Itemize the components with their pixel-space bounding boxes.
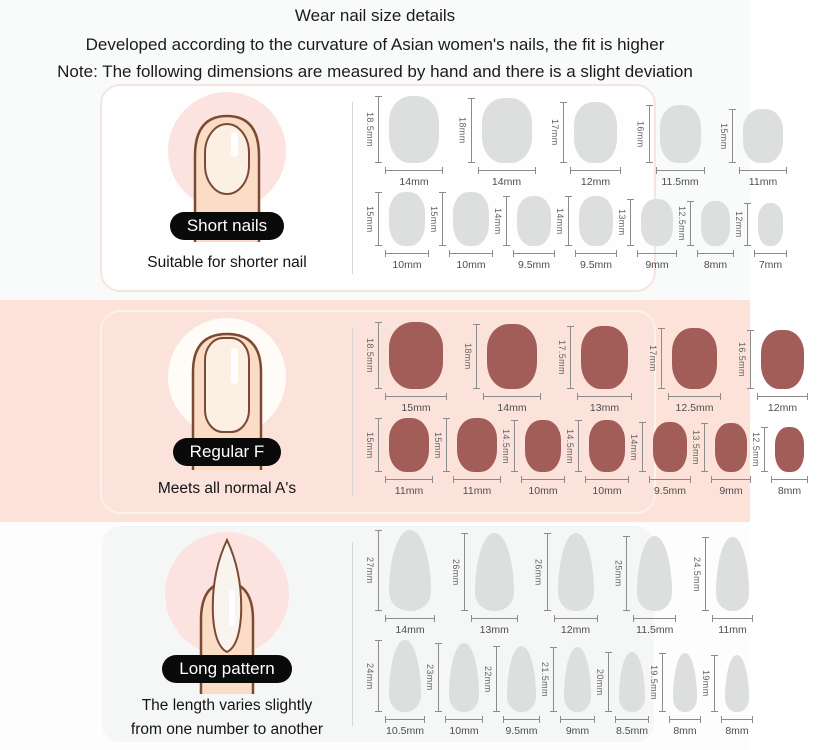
width-label: 10mm: [592, 485, 622, 497]
nail-size-group: [648, 328, 721, 414]
measure-line: [550, 647, 558, 712]
width-label: 15mm: [401, 402, 431, 414]
nail-swatch: [453, 192, 489, 246]
short-nails-badge: Short nails: [170, 212, 284, 240]
measure-line: [639, 422, 647, 472]
height-label: 15mm: [719, 122, 729, 150]
width-label: 8.5mm: [615, 725, 649, 737]
measure-line: [747, 330, 755, 389]
width-measure: [577, 392, 632, 401]
height-label: 17mm: [648, 345, 658, 372]
nail-swatch: [653, 422, 687, 472]
height-measure: [737, 330, 755, 389]
size-row: [365, 530, 753, 636]
width-label: 12.5mm: [675, 402, 714, 414]
width-label: 12mm: [560, 624, 591, 636]
width-measure: [633, 614, 676, 623]
width-measure: [575, 249, 617, 258]
height-label: 20mm: [595, 668, 605, 696]
width-label: 11mm: [394, 485, 424, 497]
measure-line: [468, 98, 476, 163]
nail-swatch: [475, 533, 514, 611]
nail-size-group: [677, 201, 734, 271]
height-measure: [493, 196, 511, 246]
nail-swatch: [660, 105, 701, 163]
nail-size-group: [540, 647, 595, 737]
height-label: 25mm: [613, 560, 624, 587]
nail-size-group: [629, 422, 691, 497]
measure-line: [729, 109, 737, 163]
height-label: 23mm: [425, 664, 435, 691]
height-measure: [365, 640, 383, 712]
measure-line: [503, 196, 511, 246]
nail-size-group: [493, 196, 555, 271]
measure-line: [605, 652, 613, 712]
nail-swatch: [775, 427, 804, 472]
width-label: 13mm: [589, 402, 620, 414]
height-label: 13mm: [617, 209, 627, 236]
height-measure: [617, 199, 635, 246]
height-measure: [692, 537, 710, 611]
width-label: 14mm: [491, 176, 522, 188]
width-measure: [385, 614, 435, 623]
nail-size-group: [463, 324, 541, 414]
measure-line: [623, 536, 631, 611]
nail-size-group: [734, 203, 787, 271]
size-row: [365, 322, 808, 414]
width-label: 10mm: [528, 485, 558, 497]
height-measure: [629, 422, 647, 472]
measure-line: [627, 199, 635, 246]
width-label: 11mm: [718, 624, 747, 636]
height-label: 22mm: [483, 665, 493, 693]
height-label: 15mm: [365, 431, 375, 459]
width-label: 9.5mm: [653, 485, 687, 497]
width-label: 11.5mm: [636, 624, 674, 636]
measure-line: [702, 537, 710, 611]
measure-line: [375, 640, 383, 712]
height-measure: [365, 322, 383, 389]
height-measure: [751, 427, 769, 472]
width-measure: [721, 715, 753, 724]
width-measure: [385, 475, 433, 484]
height-label: 14.5mm: [501, 428, 511, 464]
nail-swatch: [389, 96, 439, 163]
nail-size-group: [365, 96, 443, 188]
measure-line: [461, 533, 469, 611]
width-measure: [478, 166, 536, 175]
page-title: Wear nail size details: [294, 6, 456, 25]
width-measure: [521, 475, 565, 484]
nail-swatch: [564, 647, 591, 712]
short-nails-size-chart: [353, 86, 799, 290]
measure-line: [443, 418, 451, 472]
long-nails-caption: [102, 694, 352, 742]
height-measure: [649, 653, 667, 712]
nail-swatch: [701, 201, 730, 246]
height-label: 26mm: [533, 558, 544, 586]
height-label: 15mm: [429, 205, 439, 233]
measure-line: [375, 192, 383, 246]
nail-swatch: [715, 423, 747, 472]
width-label: 14mm: [399, 176, 429, 188]
nail-swatch: [758, 203, 783, 246]
width-label: 9.5mm: [505, 725, 538, 737]
height-measure: [540, 647, 558, 712]
width-label: 10.5mm: [386, 725, 424, 737]
width-measure: [585, 475, 629, 484]
height-label: 27mm: [365, 557, 375, 584]
width-measure: [570, 166, 621, 175]
nail-size-group: [425, 643, 483, 737]
height-label: 17.5mm: [557, 340, 567, 375]
nail-size-group: [613, 536, 676, 636]
size-row: [365, 640, 753, 737]
measure-line: [560, 102, 568, 163]
measure-line: [493, 646, 501, 712]
height-label: 18mm: [463, 343, 473, 370]
width-label: 7mm: [758, 259, 783, 271]
short-nails-illustration-column: [102, 86, 352, 290]
height-measure: [534, 533, 552, 611]
nail-size-group: [365, 530, 435, 636]
nail-swatch: [672, 328, 717, 389]
width-label: 8mm: [725, 725, 749, 737]
width-measure: [637, 249, 677, 258]
width-label: 9mm: [645, 259, 669, 271]
height-label: 12.5mm: [677, 206, 687, 241]
height-measure: [691, 423, 709, 472]
nail-swatch: [389, 418, 429, 472]
height-measure: [365, 192, 383, 246]
nail-swatch: [619, 652, 645, 712]
nail-swatch: [574, 102, 617, 163]
nail-size-group: [719, 109, 787, 188]
width-measure: [615, 715, 649, 724]
width-label: 11.5mm: [661, 176, 699, 188]
width-label: 8mm: [777, 485, 802, 497]
height-label: 18.5mm: [365, 112, 375, 147]
nail-size-group: [451, 533, 518, 636]
width-measure: [771, 475, 808, 484]
nail-swatch: [389, 530, 431, 611]
width-measure: [385, 392, 447, 401]
nail-size-group: [483, 646, 540, 737]
height-label: 14.5mm: [565, 428, 575, 464]
nail-swatch: [558, 533, 594, 611]
height-measure: [636, 105, 654, 163]
nail-size-group: [555, 196, 617, 271]
height-measure: [719, 109, 737, 163]
height-measure: [550, 102, 568, 163]
nail-swatch: [507, 646, 536, 712]
height-label: 15mm: [433, 431, 443, 459]
nail-size-group: [433, 418, 501, 497]
height-measure: [365, 530, 383, 611]
measure-line: [435, 643, 443, 712]
nail-size-group: [617, 199, 677, 271]
width-label: 11mm: [462, 485, 492, 497]
nail-size-group: [737, 330, 808, 414]
long-nails-badge: Long pattern: [162, 655, 291, 683]
measure-line: [544, 533, 552, 611]
measure-line: [646, 105, 654, 163]
nail-size-group: [557, 326, 632, 414]
nail-swatch: [487, 324, 537, 389]
nail-size-group: [365, 192, 429, 271]
width-measure: [471, 614, 518, 623]
height-label: 12mm: [734, 211, 744, 238]
width-measure: [445, 715, 483, 724]
nail-size-group: [649, 653, 701, 737]
subtitle-text: Developed according to the curvature of Asian women's nails, the fit is higher: [85, 35, 665, 54]
width-measure: [554, 614, 598, 623]
measure-line: [565, 196, 573, 246]
nail-swatch: [525, 420, 561, 472]
width-label: 10mm: [456, 259, 486, 271]
nail-swatch: [743, 109, 783, 163]
nail-swatch: [716, 537, 749, 611]
width-label: 14mm: [497, 402, 527, 414]
nail-swatch: [725, 655, 749, 712]
nail-size-group: [701, 655, 753, 737]
caption-line-2: from one number to another: [130, 720, 324, 738]
nail-swatch: [581, 326, 628, 389]
measure-line: [575, 420, 583, 472]
measure-line: [375, 418, 383, 472]
regular-nails-caption: Meets all normal A's: [157, 480, 297, 497]
measure-line: [567, 326, 575, 389]
measure-line: [701, 423, 709, 472]
width-measure: [560, 715, 595, 724]
height-label: 18mm: [457, 117, 468, 144]
measure-line: [439, 192, 447, 246]
height-label: 19mm: [701, 670, 711, 697]
height-measure: [648, 328, 666, 389]
measure-line: [744, 203, 752, 246]
width-measure: [503, 715, 540, 724]
measure-line: [658, 328, 666, 389]
width-label: 13mm: [479, 624, 509, 636]
measure-line: [659, 653, 667, 712]
width-label: 9.5mm: [517, 259, 551, 271]
short-nails-caption: Suitable for shorter nail: [147, 254, 307, 271]
width-measure: [656, 166, 705, 175]
measure-line: [761, 427, 769, 472]
width-label: 9.5mm: [579, 259, 613, 271]
width-measure: [757, 392, 808, 401]
height-label: 26mm: [450, 558, 461, 586]
nail-size-group: [636, 105, 705, 188]
height-measure: [458, 98, 476, 163]
measure-line: [375, 530, 383, 611]
height-measure: [483, 646, 501, 712]
height-measure: [613, 536, 631, 611]
width-measure: [385, 249, 429, 258]
height-label: 14mm: [629, 433, 639, 461]
height-label: 13.5mm: [691, 430, 701, 465]
width-label: 9mm: [719, 485, 743, 497]
width-label: 12mm: [580, 176, 611, 188]
nail-size-group: [751, 427, 808, 497]
measure-line: [511, 420, 519, 472]
nail-swatch: [589, 420, 625, 472]
height-measure: [555, 196, 573, 246]
size-row: [365, 418, 808, 497]
height-measure: [501, 420, 519, 472]
height-label: 17mm: [550, 119, 560, 146]
nail-swatch: [637, 536, 672, 611]
width-label: 8mm: [703, 259, 728, 271]
nail-swatch: [389, 192, 425, 246]
nail-swatch: [389, 322, 443, 389]
nail-size-group: [692, 537, 753, 636]
nail-swatch: [641, 199, 673, 246]
width-measure: [712, 614, 753, 623]
regular-nails-size-chart: [353, 312, 820, 512]
width-measure: [739, 166, 787, 175]
height-measure: [734, 203, 752, 246]
width-label: 9mm: [565, 725, 590, 737]
height-measure: [463, 324, 481, 389]
width-measure: [385, 166, 443, 175]
height-label: 16mm: [635, 120, 646, 148]
size-row: [365, 96, 787, 188]
height-label: 15mm: [365, 205, 375, 233]
height-measure: [433, 418, 451, 472]
height-measure: [701, 655, 719, 712]
nail-size-group: [550, 102, 621, 188]
nail-swatch: [673, 653, 697, 712]
caption-line-1: The length varies slightly: [141, 696, 313, 714]
width-label: 10mm: [392, 259, 422, 271]
height-measure: [565, 420, 583, 472]
width-measure: [711, 475, 751, 484]
height-label: 21.5mm: [540, 662, 550, 697]
nail-size-group: [534, 533, 598, 636]
height-measure: [557, 326, 575, 389]
measure-line: [375, 322, 383, 389]
width-measure: [668, 392, 721, 401]
height-label: 19.5mm: [649, 665, 659, 700]
nail-size-group: [365, 322, 447, 414]
width-label: 8mm: [673, 725, 697, 737]
measure-line: [711, 655, 719, 712]
nail-swatch: [761, 330, 804, 389]
regular-nails-illustration-column: [102, 312, 352, 512]
height-label: 14mm: [493, 207, 503, 235]
illustration-area: [102, 312, 352, 448]
height-measure: [365, 96, 383, 163]
nail-size-group: [365, 418, 433, 497]
width-label: 14mm: [395, 624, 425, 636]
width-measure: [754, 249, 787, 258]
height-measure: [429, 192, 447, 246]
nail-size-group: [429, 192, 493, 271]
nail-size-group: [365, 640, 425, 737]
nail-swatch: [579, 196, 613, 246]
measure-line: [687, 201, 695, 246]
long-nails-illustration-column: [102, 526, 352, 742]
nail-size-group: [458, 98, 536, 188]
width-measure: [385, 715, 425, 724]
width-label: 10mm: [449, 725, 479, 737]
nail-swatch: [482, 98, 532, 163]
nail-size-group: [565, 420, 629, 497]
nail-size-group: [595, 652, 649, 737]
width-measure: [453, 475, 501, 484]
width-measure: [697, 249, 734, 258]
height-label: 16.5mm: [737, 342, 747, 377]
short-nails-section: [100, 84, 783, 292]
measure-line: [473, 324, 481, 389]
width-measure: [483, 392, 541, 401]
height-label: 24mm: [365, 662, 375, 690]
height-measure: [425, 643, 443, 712]
illustration-area: [102, 86, 352, 222]
measure-line: [375, 96, 383, 163]
nail-size-group: [501, 420, 565, 497]
regular-nails-badge: Regular F: [173, 438, 282, 466]
height-label: 14mm: [555, 207, 565, 235]
height-measure: [677, 201, 695, 246]
width-measure: [669, 715, 701, 724]
height-measure: [595, 652, 613, 712]
nail-swatch: [389, 640, 421, 712]
note-text: Note: The following dimensions are measured by hand and there is a slight deviation: [57, 62, 693, 81]
height-label: 18.5mm: [365, 338, 375, 373]
height-measure: [451, 533, 469, 611]
long-nails-section: [100, 524, 749, 744]
width-measure: [513, 249, 555, 258]
long-nails-size-chart: [353, 526, 765, 742]
nail-size-group: [691, 423, 751, 497]
width-label: 12mm: [767, 402, 798, 414]
regular-nails-section: [100, 310, 802, 514]
nail-swatch: [517, 196, 551, 246]
nail-swatch: [457, 418, 497, 472]
size-row: [365, 192, 787, 271]
width-measure: [449, 249, 493, 258]
height-measure: [365, 418, 383, 472]
height-label: 12.5mm: [751, 432, 761, 467]
nail-swatch: [449, 643, 479, 712]
width-measure: [649, 475, 691, 484]
height-label: 24.5mm: [692, 556, 702, 592]
width-label: 11mm: [748, 176, 778, 188]
